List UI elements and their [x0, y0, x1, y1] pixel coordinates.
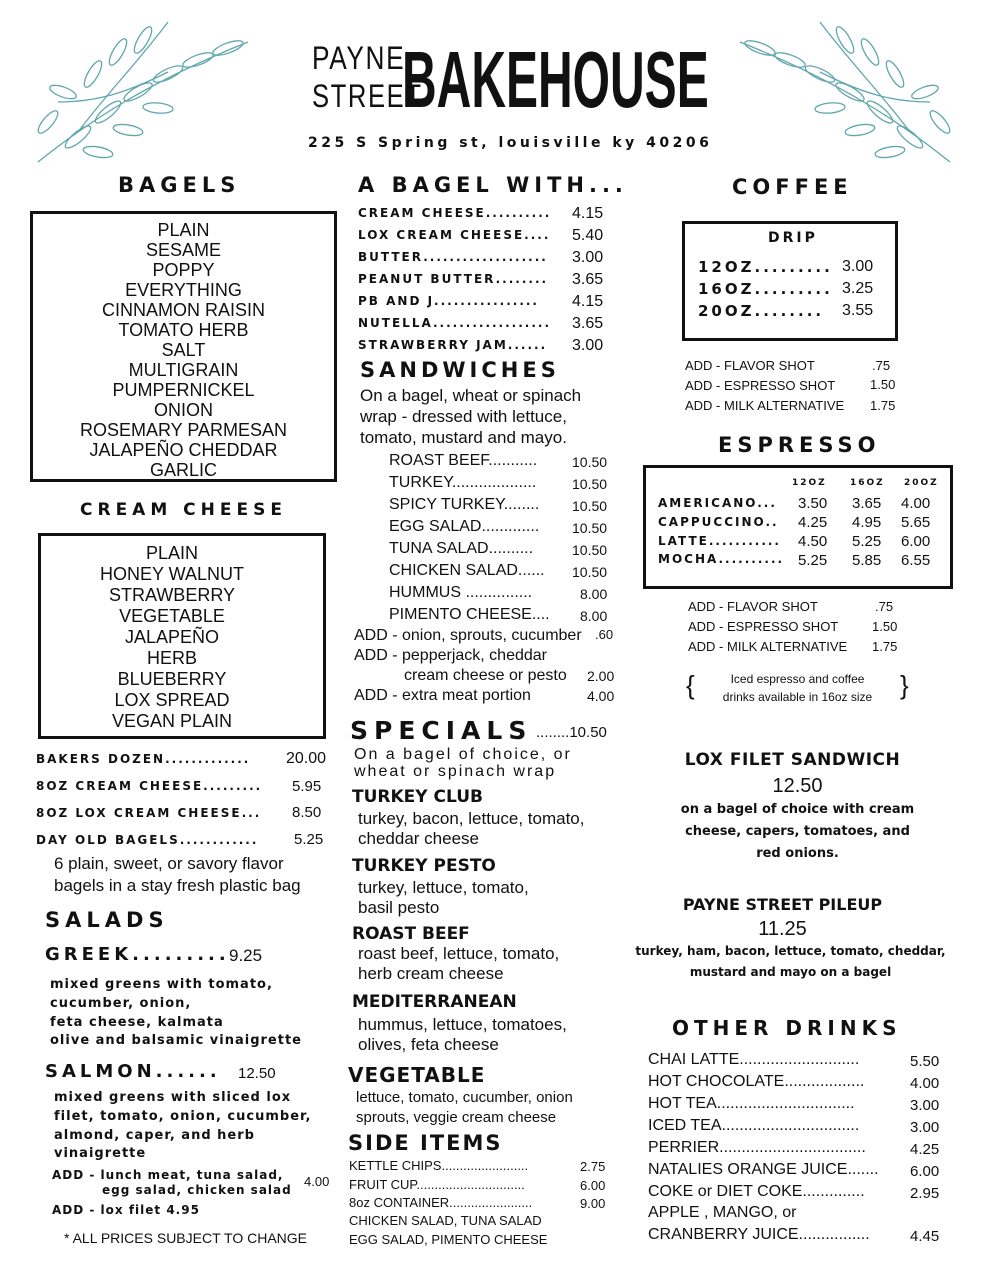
espresso-size: 12OZ — [792, 478, 827, 488]
bagel-item: EVERYTHING — [125, 280, 242, 300]
sandwich-add-1-price: .60 — [595, 627, 614, 642]
salmon-salad-price: 12.50 — [238, 1065, 276, 1082]
sandwich-label: HUMMUS ............... — [389, 584, 533, 601]
vegetable-desc: lettuce, tomato, cucumber, onion — [356, 1089, 573, 1106]
special-desc: roast beef, lettuce, tomato, — [358, 944, 560, 963]
sandwich-add-2b: cream cheese or pesto — [404, 667, 567, 684]
bagel-item: PLAIN — [157, 220, 210, 240]
salmon-desc-3: almond, caper, and herb — [54, 1128, 255, 1143]
sandwiches-desc-2: wrap - dressed with lettuce, — [360, 407, 567, 426]
bagel-with-label: PEANUT BUTTER........ — [358, 272, 549, 286]
salmon-desc-2: filet, tomato, onion, cucumber, — [54, 1109, 312, 1124]
pileup-title: PAYNE STREET PILEUP — [682, 895, 883, 914]
specials-price: ........10.50 — [536, 724, 607, 741]
iced-note — [695, 670, 900, 706]
espresso-price: 5.25 — [852, 533, 882, 550]
iced-note-line: Iced espresso and coffee — [730, 672, 865, 686]
bagel-with-price: 3.65 — [572, 271, 604, 288]
drink-price: 4.45 — [910, 1228, 940, 1245]
bagel-with-price: 3.00 — [572, 249, 604, 266]
espresso-label: MOCHA.......... — [658, 552, 785, 566]
bagel-with-label: STRAWBERRY JAM...... — [358, 338, 548, 352]
salad-add-1a: ADD - lunch meat, tuna salad, — [52, 1168, 284, 1182]
bagel-item: PUMPERNICKEL — [112, 380, 255, 400]
drink-label: NATALIES ORANGE JUICE....... — [648, 1161, 879, 1178]
other-drinks-title: OTHER DRINKS — [672, 1016, 902, 1040]
espresso-add-label: ADD - ESPRESSO SHOT — [688, 619, 839, 634]
espresso-add-price: 1.50 — [872, 619, 898, 634]
side-items-title: SIDE ITEMS — [348, 1131, 503, 1155]
bagel-with-price: 5.40 — [572, 227, 604, 244]
espresso-size: 16OZ — [850, 478, 885, 488]
espresso-label: LATTE........... — [658, 534, 781, 548]
drink-price: 2.95 — [910, 1185, 940, 1202]
bagels-title: BAGELS — [118, 173, 241, 197]
salmon-salad-name: SALMON...... — [45, 1061, 221, 1082]
address: 225 S Spring st, louisville ky 40206 — [308, 135, 713, 151]
pileup-desc-line: mustard and mayo on a bagel — [689, 965, 892, 979]
drink-label: HOT CHOCOLATE.................. — [648, 1073, 865, 1090]
bagel-item: SALT — [161, 340, 206, 360]
sandwich-label: PIMENTO CHEESE.... — [389, 606, 550, 623]
salad-add-2: ADD - lox filet 4.95 — [52, 1203, 200, 1217]
special-desc: turkey, lettuce, tomato, — [358, 878, 529, 897]
espresso-price: 5.65 — [901, 514, 931, 531]
sandwich-price: 10.50 — [572, 454, 608, 470]
espresso-size: 20OZ — [904, 478, 939, 488]
sandwich-price: 10.50 — [572, 564, 608, 580]
day-old-desc-1: 6 plain, sweet, or savory flavor — [54, 854, 284, 873]
leaf-branch-left-icon — [18, 12, 268, 172]
right-brace-icon: } — [900, 670, 909, 700]
bagel-with-price: 3.65 — [572, 315, 604, 332]
bagel-with-label: CREAM CHEESE.......... — [358, 206, 552, 220]
special-desc: basil pesto — [358, 898, 440, 917]
side-item-label: 8oz CONTAINER....................... — [349, 1195, 533, 1210]
sandwich-add-3-price: 4.00 — [587, 688, 615, 704]
espresso-add-label: ADD - FLAVOR SHOT — [688, 599, 818, 614]
salmon-desc-1: mixed greens with sliced lox — [54, 1090, 292, 1105]
bagel-item: CINNAMON RAISIN — [101, 300, 265, 320]
pileup-price: 11.25 — [758, 918, 807, 940]
espresso-price: 6.55 — [901, 552, 931, 569]
sandwich-label: TUNA SALAD.......... — [389, 540, 534, 557]
bagel-with-label: LOX CREAM CHEESE.... — [358, 228, 551, 242]
extra-label: DAY OLD BAGELS............ — [36, 833, 259, 847]
greek-desc-4: olive and balsamic vinaigrette — [50, 1033, 302, 1048]
cream-cheese-item: HERB — [146, 648, 197, 668]
lox-filet-desc — [660, 799, 935, 865]
bagel-item: ROSEMARY PARMESAN — [79, 420, 288, 440]
drip-size-label: 16OZ......... — [698, 280, 833, 298]
espresso-price: 5.25 — [798, 552, 828, 569]
sandwich-price: 10.50 — [572, 520, 608, 536]
greek-salad-name: GREEK......... — [45, 944, 230, 965]
coffee-add-price: 1.50 — [870, 377, 896, 392]
coffee-add-label: ADD - MILK ALTERNATIVE — [685, 398, 845, 413]
bagel-item: GARLIC — [149, 460, 218, 480]
special-name: TURKEY PESTO — [352, 856, 496, 876]
special-desc: turkey, bacon, lettuce, tomato, — [358, 809, 585, 828]
bagel-with-price: 3.00 — [572, 337, 604, 354]
bagel-with-label: BUTTER................... — [358, 250, 548, 264]
bagel-with-label: NUTELLA.................. — [358, 316, 552, 330]
lox-filet-desc-line: red onions. — [756, 846, 839, 861]
special-name: TURKEY CLUB — [352, 787, 483, 807]
bagel-item: SESAME — [145, 240, 222, 260]
bagel-with-price: 4.15 — [572, 205, 604, 222]
sandwich-price: 8.00 — [580, 586, 608, 602]
left-brace-icon: { — [686, 670, 695, 700]
salmon-desc-4: vinaigrette — [54, 1146, 147, 1161]
bagel-item: MULTIGRAIN — [128, 360, 239, 380]
special-desc: hummus, lettuce, tomatoes, — [358, 1015, 567, 1034]
espresso-label: CAPPUCCINO.. — [658, 515, 779, 529]
drink-price: 6.00 — [910, 1163, 940, 1180]
sandwich-add-3: ADD - extra meat portion — [354, 687, 531, 704]
vegetable-name: VEGETABLE — [348, 1063, 486, 1087]
lox-filet-desc-line: on a bagel of choice with cream — [680, 802, 915, 817]
espresso-price: 4.25 — [798, 514, 828, 531]
drink-label: HOT TEA............................... — [648, 1095, 855, 1112]
sandwich-label: ROAST BEEF........... — [389, 452, 538, 469]
side-item-price: 6.00 — [580, 1178, 606, 1193]
drink-label: CRANBERRY JUICE................ — [648, 1226, 870, 1243]
sandwich-add-2a: ADD - pepperjack, cheddar — [354, 647, 547, 664]
sandwich-label: SPICY TURKEY........ — [389, 496, 540, 513]
sandwich-label: TURKEY................... — [389, 474, 537, 491]
drink-label: PERRIER................................. — [648, 1139, 866, 1156]
special-desc: herb cream cheese — [358, 964, 504, 983]
cream-cheese-item: HONEY WALNUT — [99, 564, 245, 584]
sandwiches-title: SANDWICHES — [360, 358, 560, 382]
greek-desc-2: cucumber, onion, — [50, 996, 192, 1011]
iced-note-line: drinks available in 16oz size — [722, 690, 873, 704]
special-name: MEDITERRANEAN — [352, 992, 517, 1012]
vegetable-desc: sprouts, veggie cream cheese — [356, 1109, 557, 1126]
drip-size-label: 20OZ........ — [698, 302, 825, 320]
bagel-with-title: A BAGEL WITH... — [358, 173, 628, 197]
drip-size-price: 3.55 — [842, 302, 874, 319]
side-item-desc: EGG SALAD, PIMENTO CHEESE — [349, 1232, 548, 1247]
sandwich-price: 8.00 — [580, 608, 608, 624]
coffee-add-label: ADD - ESPRESSO SHOT — [685, 378, 836, 393]
greek-desc-3: feta cheese, kalmata — [50, 1015, 224, 1030]
bagel-item: TOMATO HERB — [118, 320, 249, 340]
special-desc: olives, feta cheese — [358, 1035, 499, 1054]
sandwich-add-2-price: 2.00 — [587, 668, 615, 684]
drink-price: 5.50 — [910, 1053, 940, 1070]
bagel-with-price: 4.15 — [572, 293, 604, 310]
price-change-note: * ALL PRICES SUBJECT TO CHANGE — [64, 1230, 308, 1246]
leaf-branch-right-icon — [720, 12, 970, 172]
coffee-title: COFFEE — [732, 175, 853, 199]
cream-cheese-item: PLAIN — [145, 543, 199, 563]
cream-cheese-title: CREAM CHEESE — [80, 500, 287, 520]
sandwich-label: CHICKEN SALAD...... — [389, 562, 545, 579]
brand-name-small-1: PAYNE — [312, 40, 406, 76]
extra-price: 20.00 — [286, 750, 327, 767]
cream-cheese-item: JALAPEÑO — [124, 627, 220, 647]
lox-filet-title: LOX FILET SANDWICH — [684, 750, 901, 770]
coffee-add-price: .75 — [872, 358, 891, 373]
side-item-price: 2.75 — [580, 1159, 606, 1174]
salad-add-1b: egg salad, chicken salad — [102, 1183, 292, 1197]
espresso-price: 3.65 — [852, 495, 882, 512]
sandwiches-desc-1: On a bagel, wheat or spinach — [360, 386, 582, 405]
sandwich-price: 10.50 — [572, 498, 608, 514]
pileup-desc — [628, 941, 953, 983]
espresso-add-price: 1.75 — [872, 639, 898, 654]
lox-filet-price: 12.50 — [772, 775, 823, 797]
pileup-desc-line: turkey, ham, bacon, lettuce, tomato, cheddar, — [635, 944, 946, 958]
espresso-price: 4.95 — [852, 514, 882, 531]
espresso-title: ESPRESSO — [718, 433, 881, 457]
specials-desc-1: On a bagel of choice, or — [354, 746, 572, 763]
extra-price: 8.50 — [292, 804, 322, 821]
extra-label: 8OZ LOX CREAM CHEESE... — [36, 806, 262, 820]
greek-salad-price: 9.25 — [229, 946, 263, 965]
drink-price: 4.25 — [910, 1141, 940, 1158]
salads-title: SALADS — [45, 908, 169, 932]
bagel-item: ONION — [153, 400, 213, 420]
bagel-with-label: PB AND J................ — [358, 294, 539, 308]
lox-filet-desc-line: cheese, capers, tomatoes, and — [685, 824, 910, 839]
extra-label: BAKERS DOZEN............. — [36, 752, 251, 766]
salad-add-1-price: 4.00 — [304, 1174, 330, 1189]
special-desc: cheddar cheese — [358, 829, 479, 848]
coffee-add-label: ADD - FLAVOR SHOT — [685, 358, 815, 373]
side-item-price: 9.00 — [580, 1196, 606, 1211]
coffee-add-price: 1.75 — [870, 398, 896, 413]
side-item-desc: CHICKEN SALAD, TUNA SALAD — [349, 1213, 542, 1228]
cream-cheese-item: VEGETABLE — [119, 606, 225, 626]
drink-price: 3.00 — [910, 1119, 940, 1136]
drip-size-price: 3.00 — [842, 258, 874, 275]
cream-cheese-item: STRAWBERRY — [108, 585, 236, 605]
sandwiches-desc-3: tomato, mustard and mayo. — [360, 428, 567, 447]
bagel-item: JALAPEÑO CHEDDAR — [89, 440, 278, 460]
bagels-list — [30, 220, 337, 480]
cream-cheese-item: LOX SPREAD — [114, 690, 230, 710]
drip-size-price: 3.25 — [842, 280, 874, 297]
drink-label: ICED TEA............................... — [648, 1117, 860, 1134]
side-item-label: FRUIT CUP.............................. — [349, 1177, 525, 1192]
brand-name-big: BAKEHOUSE — [402, 35, 709, 124]
espresso-price: 5.85 — [852, 552, 882, 569]
drink-label: APPLE , MANGO, or — [648, 1204, 797, 1221]
day-old-desc-2: bagels in a stay fresh plastic bag — [54, 876, 301, 895]
drink-label: COKE or DIET COKE.............. — [648, 1183, 865, 1200]
sandwich-add-1: ADD - onion, sprouts, cucumber — [354, 627, 582, 644]
brand-name-small-2: STREET — [312, 78, 423, 114]
bagel-item: POPPY — [152, 260, 215, 280]
drink-label: CHAI LATTE........................... — [648, 1051, 860, 1068]
extra-label: 8OZ CREAM CHEESE......... — [36, 779, 263, 793]
drink-price: 4.00 — [910, 1075, 940, 1092]
espresso-price: 3.50 — [798, 495, 828, 512]
espresso-price: 4.00 — [901, 495, 931, 512]
cream-cheese-item: BLUEBERRY — [117, 669, 227, 689]
drip-size-label: 12OZ......... — [698, 258, 833, 276]
sandwich-label: EGG SALAD............. — [389, 518, 540, 535]
sandwich-price: 10.50 — [572, 476, 608, 492]
sandwich-price: 10.50 — [572, 542, 608, 558]
drip-title: DRIP — [768, 230, 818, 246]
cream-cheese-item: VEGAN PLAIN — [111, 711, 233, 731]
espresso-label: AMERICANO... — [658, 496, 777, 510]
specials-title: SPECIALS — [350, 716, 533, 745]
greek-desc-1: mixed greens with tomato, — [50, 977, 273, 992]
cream-cheese-list — [24, 543, 320, 732]
espresso-price: 4.50 — [798, 533, 828, 550]
specials-desc-2: wheat or spinach wrap — [354, 763, 557, 780]
side-item-label: KETTLE CHIPS........................ — [349, 1158, 529, 1173]
special-name: ROAST BEEF — [352, 924, 470, 944]
espresso-price: 6.00 — [901, 533, 931, 550]
extra-price: 5.95 — [292, 778, 322, 795]
extra-price: 5.25 — [294, 831, 324, 848]
drink-price: 3.00 — [910, 1097, 940, 1114]
espresso-add-label: ADD - MILK ALTERNATIVE — [688, 639, 848, 654]
espresso-add-price: .75 — [875, 599, 894, 614]
